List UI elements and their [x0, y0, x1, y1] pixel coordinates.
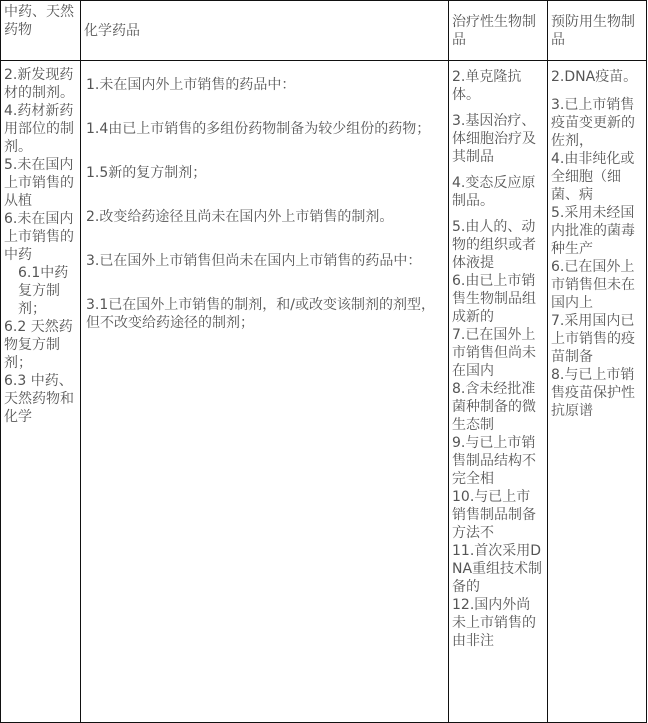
list-item: 4.变态反应原制品。 — [452, 175, 536, 209]
list-item: 3.已在国外上市销售但尚未在国内上市销售的药品中： — [86, 253, 422, 269]
list-item: 7.已在国外上市销售但尚未在国内 — [452, 327, 536, 379]
list-item: 2.改变给药途径且尚未在国内外上市销售的制剂。 — [86, 209, 394, 225]
cell-therapeutic-bio — [449, 61, 548, 723]
body-row — [1, 61, 647, 723]
list-item: 12.国内外尚未上市销售的由非注 — [452, 597, 536, 649]
list-item: 1.4由已上市销售的多组份药物制备为较少组份的药物； — [86, 121, 431, 137]
list-item: 6.3 中药、天然药物和化学 — [4, 373, 74, 425]
list-item: 6.已在国外上市销售但未在国内上 — [551, 259, 635, 311]
list-item: 2.单克隆抗体。 — [452, 69, 522, 103]
list-item: 1.5新的复方制剂； — [86, 165, 207, 181]
header-chemical-label: 化学药品 — [84, 22, 140, 39]
list-item: 8.与已上市销售疫苗保护性抗原谱 — [551, 367, 635, 419]
cell-preventive-bio — [548, 61, 647, 723]
list-item: 8.含未经批准菌种制备的微生态制 — [452, 381, 536, 433]
list-item: 5.采用未经国内批准的菌毒种生产 — [551, 205, 635, 257]
list-item: 4.由非纯化或全细胞（细菌、病 — [551, 151, 635, 203]
list-item: 4.药材新药用部位的制剂。 — [4, 103, 74, 155]
list-item: 7.采用国内已上市销售的疫苗制备 — [551, 313, 635, 365]
list-item: 1.未在国内外上市销售的药品中： — [86, 77, 296, 93]
list-item: 6.由已上市销售生物制品组成新的 — [452, 273, 536, 325]
list-item: 3.基因治疗、体细胞治疗及其制品 — [452, 113, 536, 165]
header-preventive-bio — [548, 1, 647, 61]
list-item: 6.2 天然药物复方制剂； — [4, 319, 73, 371]
header-therapeutic-bio-label: 治疗性生物制品 — [452, 13, 536, 48]
cell-tcm — [1, 61, 81, 723]
header-tcm-label: 中药、天然药物 — [4, 4, 74, 38]
list-item: 3.1已在国外上市销售的制剂，和/或改变该制剂的剂型，但不改变给药途径的制剂； — [86, 297, 435, 331]
header-preventive-bio-label: 预防用生物制品 — [551, 13, 635, 48]
header-chemical — [81, 1, 449, 61]
list-item: 9.与已上市销售制品结构不完全相 — [452, 435, 536, 487]
list-item: 6.1中药复方制剂； — [18, 265, 69, 317]
header-row — [1, 1, 647, 61]
list-item: 6.未在国内上市销售的中药 — [4, 211, 74, 263]
list-item: 11.首次采用DNA重组技术制备的 — [452, 543, 543, 595]
list-item: 3.已上市销售疫苗变更新的佐剂， — [551, 97, 635, 149]
header-tcm — [1, 1, 81, 61]
list-item: 5.未在国内上市销售的从植 — [4, 157, 74, 209]
header-therapeutic-bio — [449, 1, 548, 61]
list-item: 2.新发现药材的制剂。 — [4, 67, 74, 101]
cell-chemical — [81, 61, 449, 723]
list-item: 5.由人的、动物的组织或者体液提 — [452, 219, 536, 271]
list-item: 2.DNA疫苗。 — [551, 69, 638, 85]
list-item: 10.与已上市销售制品制备方法不 — [452, 489, 536, 541]
